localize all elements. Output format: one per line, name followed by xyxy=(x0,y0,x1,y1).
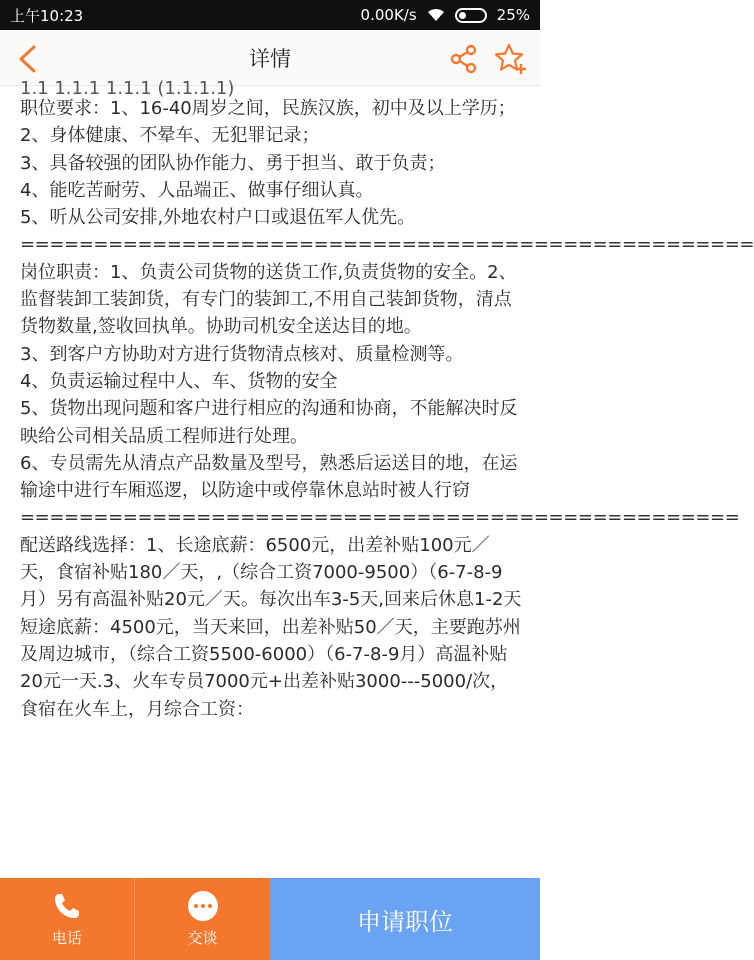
route-long-distance: 配送路线选择：1、长途底薪：6500元，出差补贴100元／天，食宿补贴180／天，,（综合工资7000-9500）（6-7-8-9月）另有高温补贴20元／天。每次出车3-5天,回来后休息1-2天 xyxy=(20,534,522,611)
separator-line: ================================================= xyxy=(20,507,740,529)
phone-label: 电话 xyxy=(51,928,82,947)
duty-intro: 岗位职责：1、负责公司货物的送货工作,负责货物的安全。2、监督装卸工装卸货，有专门的装卸工,不用自己装卸货物，清点货物数量,签收回执单。协助司机安全送达目的地。 xyxy=(20,261,517,338)
page-title: 详情 xyxy=(249,46,291,71)
status-bar xyxy=(0,0,540,30)
battery-percent: 25% xyxy=(496,6,530,24)
duty-6: 6、专员需先从清点产品数量及型号，熟悉后运送目的地，在运输途中进行车厢巡逻，以防途中或停靠休息站时被人行窃 xyxy=(20,452,518,502)
apply-label: 申请职位 xyxy=(357,907,453,936)
chat-label: 交谈 xyxy=(187,928,218,947)
chat-icon xyxy=(188,891,218,921)
requirement-4: 4、能吃苦耐劳、人品端正、做事仔细认真。 xyxy=(20,179,374,201)
network-speed: 0.00K/s xyxy=(360,6,417,24)
battery-icon xyxy=(455,8,487,23)
phone-icon xyxy=(52,891,82,921)
duty-3: 3、到客户方协助对方进行货物清点核对、质量检测等。 xyxy=(20,343,464,365)
status-right xyxy=(361,6,530,24)
requirement-5: 5、听从公司安排,外地农村户口或退伍军人优先。 xyxy=(20,207,416,229)
bottom-action-bar xyxy=(0,878,540,960)
wifi-icon xyxy=(427,8,445,22)
chat-button[interactable] xyxy=(135,878,270,960)
requirement-2: 2、身体健康、不晕车、无犯罪记录； xyxy=(20,125,320,147)
route-short-distance: 短途底薪：4500元，当天来回，出差补贴50／天，主要跑苏州及周边城市，（综合工资5500-6000）（6-7-8-9月）高温补贴20元一天.3、火车专员7000元+出差补贴3000---5000/次，食宿在火车上，月综合工资： xyxy=(20,616,521,720)
star-add-icon[interactable] xyxy=(494,42,528,76)
duty-5: 5、货物出现问题和客户进行相应的沟通和协商，不能解决时反映给公司相关品质工程师进行处理。 xyxy=(20,398,518,447)
separator-line: ================================================== xyxy=(20,234,754,256)
requirement-3: 3、具备较强的团队协作能力、勇于担当、敢于负责； xyxy=(20,152,446,174)
apply-job-button[interactable] xyxy=(270,878,540,960)
status-time: 上午10:23 xyxy=(10,6,84,25)
clipped-text-line: 1.1 1.1.1 1.1.1 (1.1.1.1) xyxy=(20,78,235,99)
duty-4: 4、负责运输过程中人、车、货物的安全 xyxy=(20,370,338,392)
job-detail-content[interactable] xyxy=(0,78,754,878)
requirement-intro: 职位要求：1、16-40周岁之间，民族汉族，初中及以上学历； xyxy=(20,98,516,119)
phone-button[interactable] xyxy=(0,878,135,960)
share-icon[interactable] xyxy=(450,44,478,74)
back-arrow-icon[interactable] xyxy=(14,44,42,74)
